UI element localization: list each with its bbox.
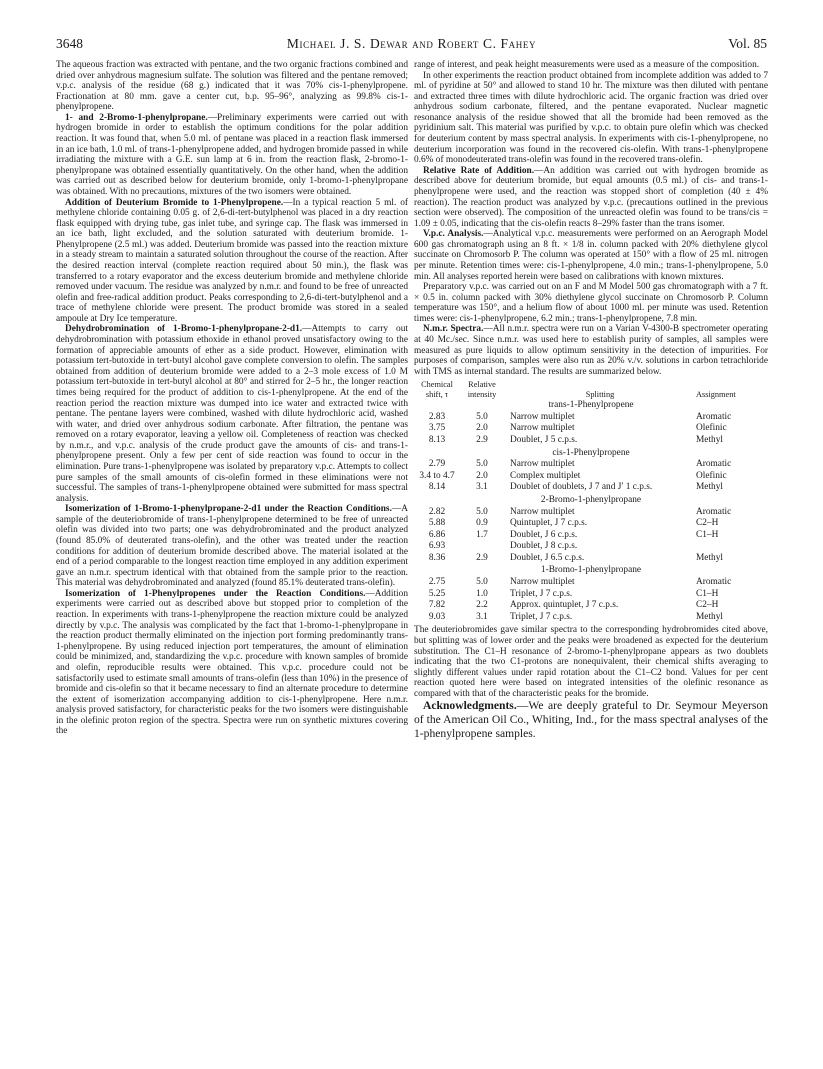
nmr-assignment-cell: C2–H — [696, 600, 719, 611]
nmr-splitting-cell: Doublet, J 6.5 c.p.s. — [510, 552, 585, 563]
nmr-shift-cell: 5.88 — [428, 518, 446, 529]
nmr-intensity-cell: 2.2 — [476, 600, 488, 611]
paragraph-text: In other experiments the reaction product obtained from incomplete addition was added to 7 ml. of pyridine at 50° and allowed to stand 10 hr. The mixture was then diluted with pentane and extracted three times with dilute hydrochloric acid. The organic fraction was dried over anhydrous sodium carbonate, filtered, and the pentane evaporated. Nuclear magnetic resonance analysis of the residue showed that all the bromide had been removed as the pyridinium salt. This material was purified by v.p.c. to obtain pure olefin which was checked for deuterium content by mass spectral analysis. In experiments with cis-1-phenylpropene, no deuterium incorporation was found in the recovered cis-olefin. With trans-1-phenylpropene 0.6% of monodeuterated trans-olefin was found in the recovered trans-olefin. — [414, 70, 768, 166]
right-paragraph — [414, 60, 768, 71]
paragraph-text: —All n.m.r. spectra were run on a Varian V-4300-B spectrometer operating at 40 Mc./sec. Since n.m.r. was used here to establish purity of samples, all samples were measured as pure liquids to allow optimum sensitivity in the detection of impurities. For purposes of comparison, samples were also run as 20% v./v. solutions in carbon tetrachloride with TMS as internal standard. The results are summarized below. — [414, 324, 768, 377]
table-row — [414, 612, 768, 624]
nmr-group-title: 1-Bromo-1-phenylpropane — [540, 565, 642, 576]
nmr-intensity-cell: 3.1 — [476, 482, 488, 493]
right-paragraph — [414, 324, 768, 377]
nmr-splitting-cell: Quintuplet, J 7 c.p.s. — [510, 518, 588, 529]
section-heading: Isomerization of 1-Phenylpropenes under the Reaction Conditions. — [65, 588, 366, 599]
paragraph-text: —Attempts to carry out dehydrobromination with potassium ethoxide in ethanol proved unsatisfactory owing to the formation of appreciable amounts of ether as a side product. However, elimination with potassium tert-butoxide in tert-butyl alcohol gave complete conversion to olefin. The samples obtained from addition of deuterium bromide were added to a 2–3 mole excess of 1.0 M potassium tert-butoxide in tert-butyl alcohol at 80° and stirred for 2–5 hr., the longer reaction times being required for the product of addition to cis-1-phenylpropene. At the end of the reaction period the reaction mixture was dumped into ice water and extracted twice with pentane. The pentane layers were combined, washed with dilute hydrochloric acid, washed with water, and dried over anhydrous sodium carbonate. After filtration, the pentane was removed on a rotary evaporator, leaving a yellow oil. Completeness of reaction was checked by n.m.r., and v.p.c. analysis of the crude product gave the amounts of cis- and trans-1-phenylpropene present. Only a few per cent of side reaction was found to occur in the elimination. Pure trans-1-phenylpropene was isolated by preparatory v.p.c. Attempts to collect pure samples of the small amounts of cis-olefin formed in these eliminations were not successful. The samples of trans-1-phenylpropene obtained were submitted for mass spectral analysis. — [56, 324, 408, 504]
paragraph-text: The aqueous fraction was extracted with pentane, and the two organic fractions combined and dried over anhydrous magnesium sulfate. The solution was filtered and the pentane removed; v.p.c. analysis of the residue (68 g.) indicated that it was 70% cis-1-phenylpropene. Fractionation at 80 mm. gave a center cut, b.p. 95–96°, analyzing as 99.8% cis-1-phenylpropene. — [56, 60, 408, 113]
right-paragraph — [414, 71, 768, 166]
table-row — [414, 471, 768, 483]
right-column — [414, 60, 768, 740]
paragraph-text: range of interest, and peak height measurements were used as a measure of the composition. — [414, 60, 760, 70]
nmr-splitting-cell: Approx. quintuplet, J 7 c.p.s. — [510, 600, 619, 611]
section-heading: V.p.c. Analysis. — [423, 229, 484, 240]
left-paragraph — [56, 198, 408, 325]
nmr-table-header-row — [414, 380, 768, 399]
table-row — [414, 423, 768, 435]
nmr-group-row — [414, 494, 768, 507]
nmr-group-title: trans-1-Phenylpropene — [548, 400, 634, 411]
nmr-assignment-cell — [696, 541, 768, 553]
nmr-assignment-cell: Aromatic — [696, 577, 732, 588]
nmr-shift-cell: 8.14 — [428, 482, 446, 493]
nmr-splitting-cell: Triplet, J 7 c.p.s. — [510, 611, 573, 622]
nmr-table — [414, 380, 768, 623]
nmr-intensity-cell: 1.0 — [476, 588, 488, 599]
nmr-splitting-cell: Doublet, J 8 c.p.s. — [510, 541, 578, 552]
nmr-assignment-cell: Aromatic — [696, 506, 732, 517]
section-heading: Relative Rate of Addition. — [423, 165, 535, 176]
nmr-shift-cell: 6.86 — [428, 529, 446, 540]
paragraph-text: —Analytical v.p.c. measurements were performed on an Aerograph Model 600 gas chromatograph using an 8 ft. × 1/8 in. column packed with 20% diethylene glycol succinate on Chromosorb P. The column was operated at 150° with a flow of 25 ml. nitrogen per minute. Retention times were: cis-1-phenylpropene, 4.0 min.; trans-1-phenylpropene, 5.0 min. All analyses reported herein were based on calibrations with known mixtures. — [414, 229, 768, 282]
nmr-header-assignment: Assignment — [696, 389, 736, 399]
right-paragraph — [414, 282, 768, 324]
nmr-intensity-cell: 2.9 — [476, 552, 488, 563]
nmr-shift-cell: 8.13 — [428, 434, 446, 445]
nmr-shift-cell: 2.82 — [428, 506, 446, 517]
nmr-assignment-cell: Aromatic — [696, 459, 732, 470]
left-paragraph — [56, 113, 408, 198]
table-row — [414, 577, 768, 589]
nmr-assignment-cell: Methyl — [696, 434, 723, 445]
nmr-group-row — [414, 399, 768, 412]
nmr-shift-cell: 2.75 — [428, 577, 446, 588]
page-number: 3648 — [56, 36, 83, 51]
acknowledgments-text: —We are deeply grateful to Dr. Seymour Meyerson of the American Oil Co., Whiting, Ind., for the mass spectral analyses of the 1-phenylpropene samples. — [414, 699, 768, 740]
nmr-shift-cell: 3.75 — [428, 423, 446, 434]
nmr-splitting-cell: Triplet, J 7 c.p.s. — [510, 588, 573, 599]
table-row — [414, 518, 768, 530]
nmr-shift-cell: 2.83 — [428, 411, 446, 422]
table-row — [414, 589, 768, 601]
nmr-header-splitting: Splitting — [585, 389, 615, 399]
nmr-shift-cell: 7.82 — [428, 600, 446, 611]
nmr-shift-cell: 9.03 — [428, 611, 446, 622]
left-paragraph — [56, 504, 408, 589]
nmr-assignment-cell: Olefinic — [696, 470, 727, 481]
section-heading: Addition of Deuterium Bromide to 1-Phenylpropene. — [65, 197, 284, 208]
nmr-assignment-cell: C1–H — [696, 588, 719, 599]
nmr-header-intensity: Relative intensity — [467, 380, 497, 399]
nmr-intensity-cell: 1.7 — [476, 529, 488, 540]
nmr-splitting-cell: Complex multiplet — [510, 470, 581, 481]
nmr-assignment-cell: Aromatic — [696, 411, 732, 422]
paragraph-text: —Addition experiments were carried out as described above but stopped prior to completion of the reaction. In experiments with trans-1-phenylpropene the reaction mixture could be analyzed directly by v.p.c. The analysis was complicated by the fact that 1-bromo-1-phenylpropane in the reaction product thermally eliminated on the injection port forming predominantly trans-1-phenylpropene. By using reduced injection port temperatures, the amount of elimination could be minimized, and, standardizing the v.p.c. procedure with known samples of bromide and olefin, reproducible results were obtained. This v.p.c. procedure could not be satisfactorily used to estimate small amounts of trans-olefin (less than 10%) in the presence of bromide and cis-olefin so that it became necessary to find an alternate procedure to determine the extent of isomerization accompanying addition to cis-1-phenylpropene. Here n.m.r. analysis proved satisfactory, for characteristic peaks for the two isomers were distinguishable in the olefinic proton region of the spectra. Spectra were run on synthetic mixtures covering the — [56, 588, 408, 737]
nmr-intensity-cell: 2.0 — [476, 470, 488, 481]
nmr-intensity-cell: 2.0 — [476, 423, 488, 434]
left-paragraph — [56, 589, 408, 737]
table-row — [414, 600, 768, 612]
nmr-intensity-cell: 2.9 — [476, 434, 488, 445]
nmr-intensity-cell: 3.1 — [476, 611, 488, 622]
nmr-splitting-cell: Doublet, J 5 c.p.s. — [510, 434, 578, 445]
nmr-group-row — [414, 447, 768, 460]
nmr-assignment-cell: C1–H — [696, 529, 719, 540]
table-row — [414, 530, 768, 542]
nmr-assignment-cell: Methyl — [696, 552, 723, 563]
nmr-intensity-cell: 5.0 — [476, 506, 488, 517]
table-row — [414, 541, 768, 553]
nmr-group-title: 2-Bromo-1-phenylpropane — [540, 494, 642, 505]
nmr-intensity-cell: 5.0 — [476, 411, 488, 422]
nmr-splitting-cell: Narrow multiplet — [510, 423, 575, 434]
paragraph-text: Preparatory v.p.c. was carried out on an F and M Model 500 gas chromatograph with a 7 ft. × 0.5 in. column packed with 30% diethylene glycol succinate on Chromosorb P. Column temperature was 150°, and a helium flow of about 1000 ml. per minute was used. Retention times were: cis-1-phenylpropene, 6.2 min.; trans-1-phenylpropene, 7.8 min. — [414, 282, 768, 324]
left-paragraph — [56, 324, 408, 504]
nmr-shift-cell: 3.4 to 4.7 — [419, 470, 455, 481]
nmr-splitting-cell: Narrow multiplet — [510, 577, 575, 588]
nmr-assignment-cell: Methyl — [696, 611, 723, 622]
left-column — [56, 60, 408, 737]
nmr-assignment-cell: Olefinic — [696, 423, 727, 434]
acknowledgments — [414, 699, 768, 740]
table-row — [414, 435, 768, 447]
nmr-assignment-cell: Methyl — [696, 482, 723, 493]
section-heading: N.m.r. Spectra. — [423, 324, 484, 335]
nmr-intensity-cell: 5.0 — [476, 577, 488, 588]
table-row — [414, 507, 768, 519]
page-header — [56, 36, 767, 54]
table-row — [414, 482, 768, 494]
volume-number: Vol. 85 — [728, 36, 767, 51]
nmr-splitting-cell: Narrow multiplet — [510, 411, 575, 422]
nmr-intensity-cell: 5.0 — [476, 459, 488, 470]
nmr-shift-cell: 6.93 — [428, 541, 446, 552]
nmr-shift-cell: 8.36 — [428, 552, 446, 563]
paragraph-text: —In a typical reaction 5 ml. of methylene chloride containing 0.05 g. of 2,6-di-tert-butylphenol was placed in a dry reaction flask equipped with drying tube, gas inlet tube, and syringe cap. The flask was immersed in an ice bath, light excluded, and the solution saturated with deuterium bromide. 1-Phenylpropene (2.5 ml.) was added. Deuterium bromide was passed into the reaction mixture in a steady stream to maintain a saturated solution throughout the course of the reaction. After the desired reaction interval (complete reaction required about 50 min.), the flask was transferred to a rotary evaporator and the excess deuterium bromide and methylene chloride removed under vacuum. The residue was analyzed by n.m.r. and found to be free of unreacted olefin and free-radical addition product. Peaks corresponding to 2,6-di-tert-butylphenol and a trace of methylene chloride were present. The product bromide was stored in a sealed ampoule at Dry Ice temperature. — [56, 197, 408, 324]
paragraph-text: —Preliminary experiments were carried out with hydrogen bromide in order to establish the optimum conditions for the polar addition reaction. It was found that, when 5.0 ml. of pentane was placed in a reaction flask immersed in an ice bath, 1.0 ml. of trans-1-phenylpropene added, and hydrogen bromide passed in while irradiating the mixture with a G.E. sun lamp at 6 in. from the reaction flask, 2-bromo-1-phenylpropane was obtained essentially quantitatively. On the other hand, when the addition was carried out as described below for deuterium bromide, only 1-bromo-1-phenylpropane was obtained. With no precautions, mixtures of the two isomers were obtained. — [56, 112, 408, 197]
paragraph-text: —An addition was carried out with hydrogen bromide as described above for deuterium bromide, but equal amounts (0.5 ml.) of cis- and trans-1-phenylpropene were used, and the reaction was stopped short of completion (40 ± 4% reaction). The reaction product was analyzed by v.p.c. (precautions outlined in the previous section were observed). The composition of the unreacted olefin was found to be trans/cis = 1.09 ± 0.05, indicating that the cis-olefin reacts 8–29% faster than the trans isomer. — [414, 165, 768, 229]
nmr-shift-cell: 5.25 — [428, 588, 446, 599]
paragraph-text: —A sample of the deuteriobromide of trans-1-phenylpropene determined to be free of unreacted olefin was divided into two parts; one was dehydrobrominated and the product analyzed (found 85.0% of deuterated trans-olefin), and the other was treated under the reaction conditions for addition of deuterium bromide described above. The material isolated at the end of a period comparable to the longest reaction time employed in any addition experiment gave an n.m.r. spectrum identical with that obtained from the sample prior to the reaction. This material was dehydrobrominated and analyzed (found 85.1% deuterated trans-olefin). — [56, 504, 408, 589]
right-paragraph — [414, 229, 768, 282]
table-row — [414, 412, 768, 424]
nmr-splitting-cell: Doublet of doublets, J 7 and J′ 1 c.p.s. — [510, 482, 653, 493]
nmr-shift-cell: 2.79 — [428, 459, 446, 470]
nmr-header-shift: Chemical shift, τ — [421, 380, 453, 399]
nmr-group-row — [414, 564, 768, 577]
section-heading: Dehydrobromination of 1-Bromo-1-phenylpropane-2-d1. — [65, 324, 303, 335]
section-heading: 1- and 2-Bromo-1-phenylpropane. — [65, 112, 208, 123]
right-paragraph — [414, 166, 768, 229]
nmr-splitting-cell: Narrow multiplet — [510, 506, 575, 517]
table-row — [414, 553, 768, 565]
nmr-splitting-cell: Doublet, J 6 c.p.s. — [510, 529, 578, 540]
nmr-splitting-cell: Narrow multiplet — [510, 459, 575, 470]
acknowledgments-heading: Acknowledgments. — [423, 699, 517, 713]
post-table-paragraph: The deuteriobromides gave similar spectra to the corresponding hydrobromides cited above, but splitting was of lower order and the peaks were broadened as expected for the deuterium substitution. The C1–H resonance of 2-bromo-1-phenylpropane appears as two doublets indicating that the two C1-protons are nonequivalent, their chemical shifts averaging to slightly different values under rapid rotation about the C1–C2 bond. Values for per cent reaction quoted here were based on integrated intensities of the olefinic resonance as compared with that of the characteristic peaks for the bromide. — [414, 625, 768, 699]
section-heading: Isomerization of 1-Bromo-1-phenylpropane-2-d1 under the Reaction Conditions. — [65, 504, 392, 515]
table-row — [414, 459, 768, 471]
nmr-intensity-cell: 0.9 — [476, 518, 488, 529]
left-paragraph — [56, 60, 408, 113]
nmr-assignment-cell: C2–H — [696, 518, 719, 529]
right-column-paragraphs — [414, 60, 768, 377]
nmr-intensity-cell — [460, 541, 504, 553]
running-head-authors: Michael J. S. Dewar and Robert C. Fahey — [286, 36, 537, 51]
nmr-group-title: cis-1-Phenylpropene — [552, 447, 630, 458]
